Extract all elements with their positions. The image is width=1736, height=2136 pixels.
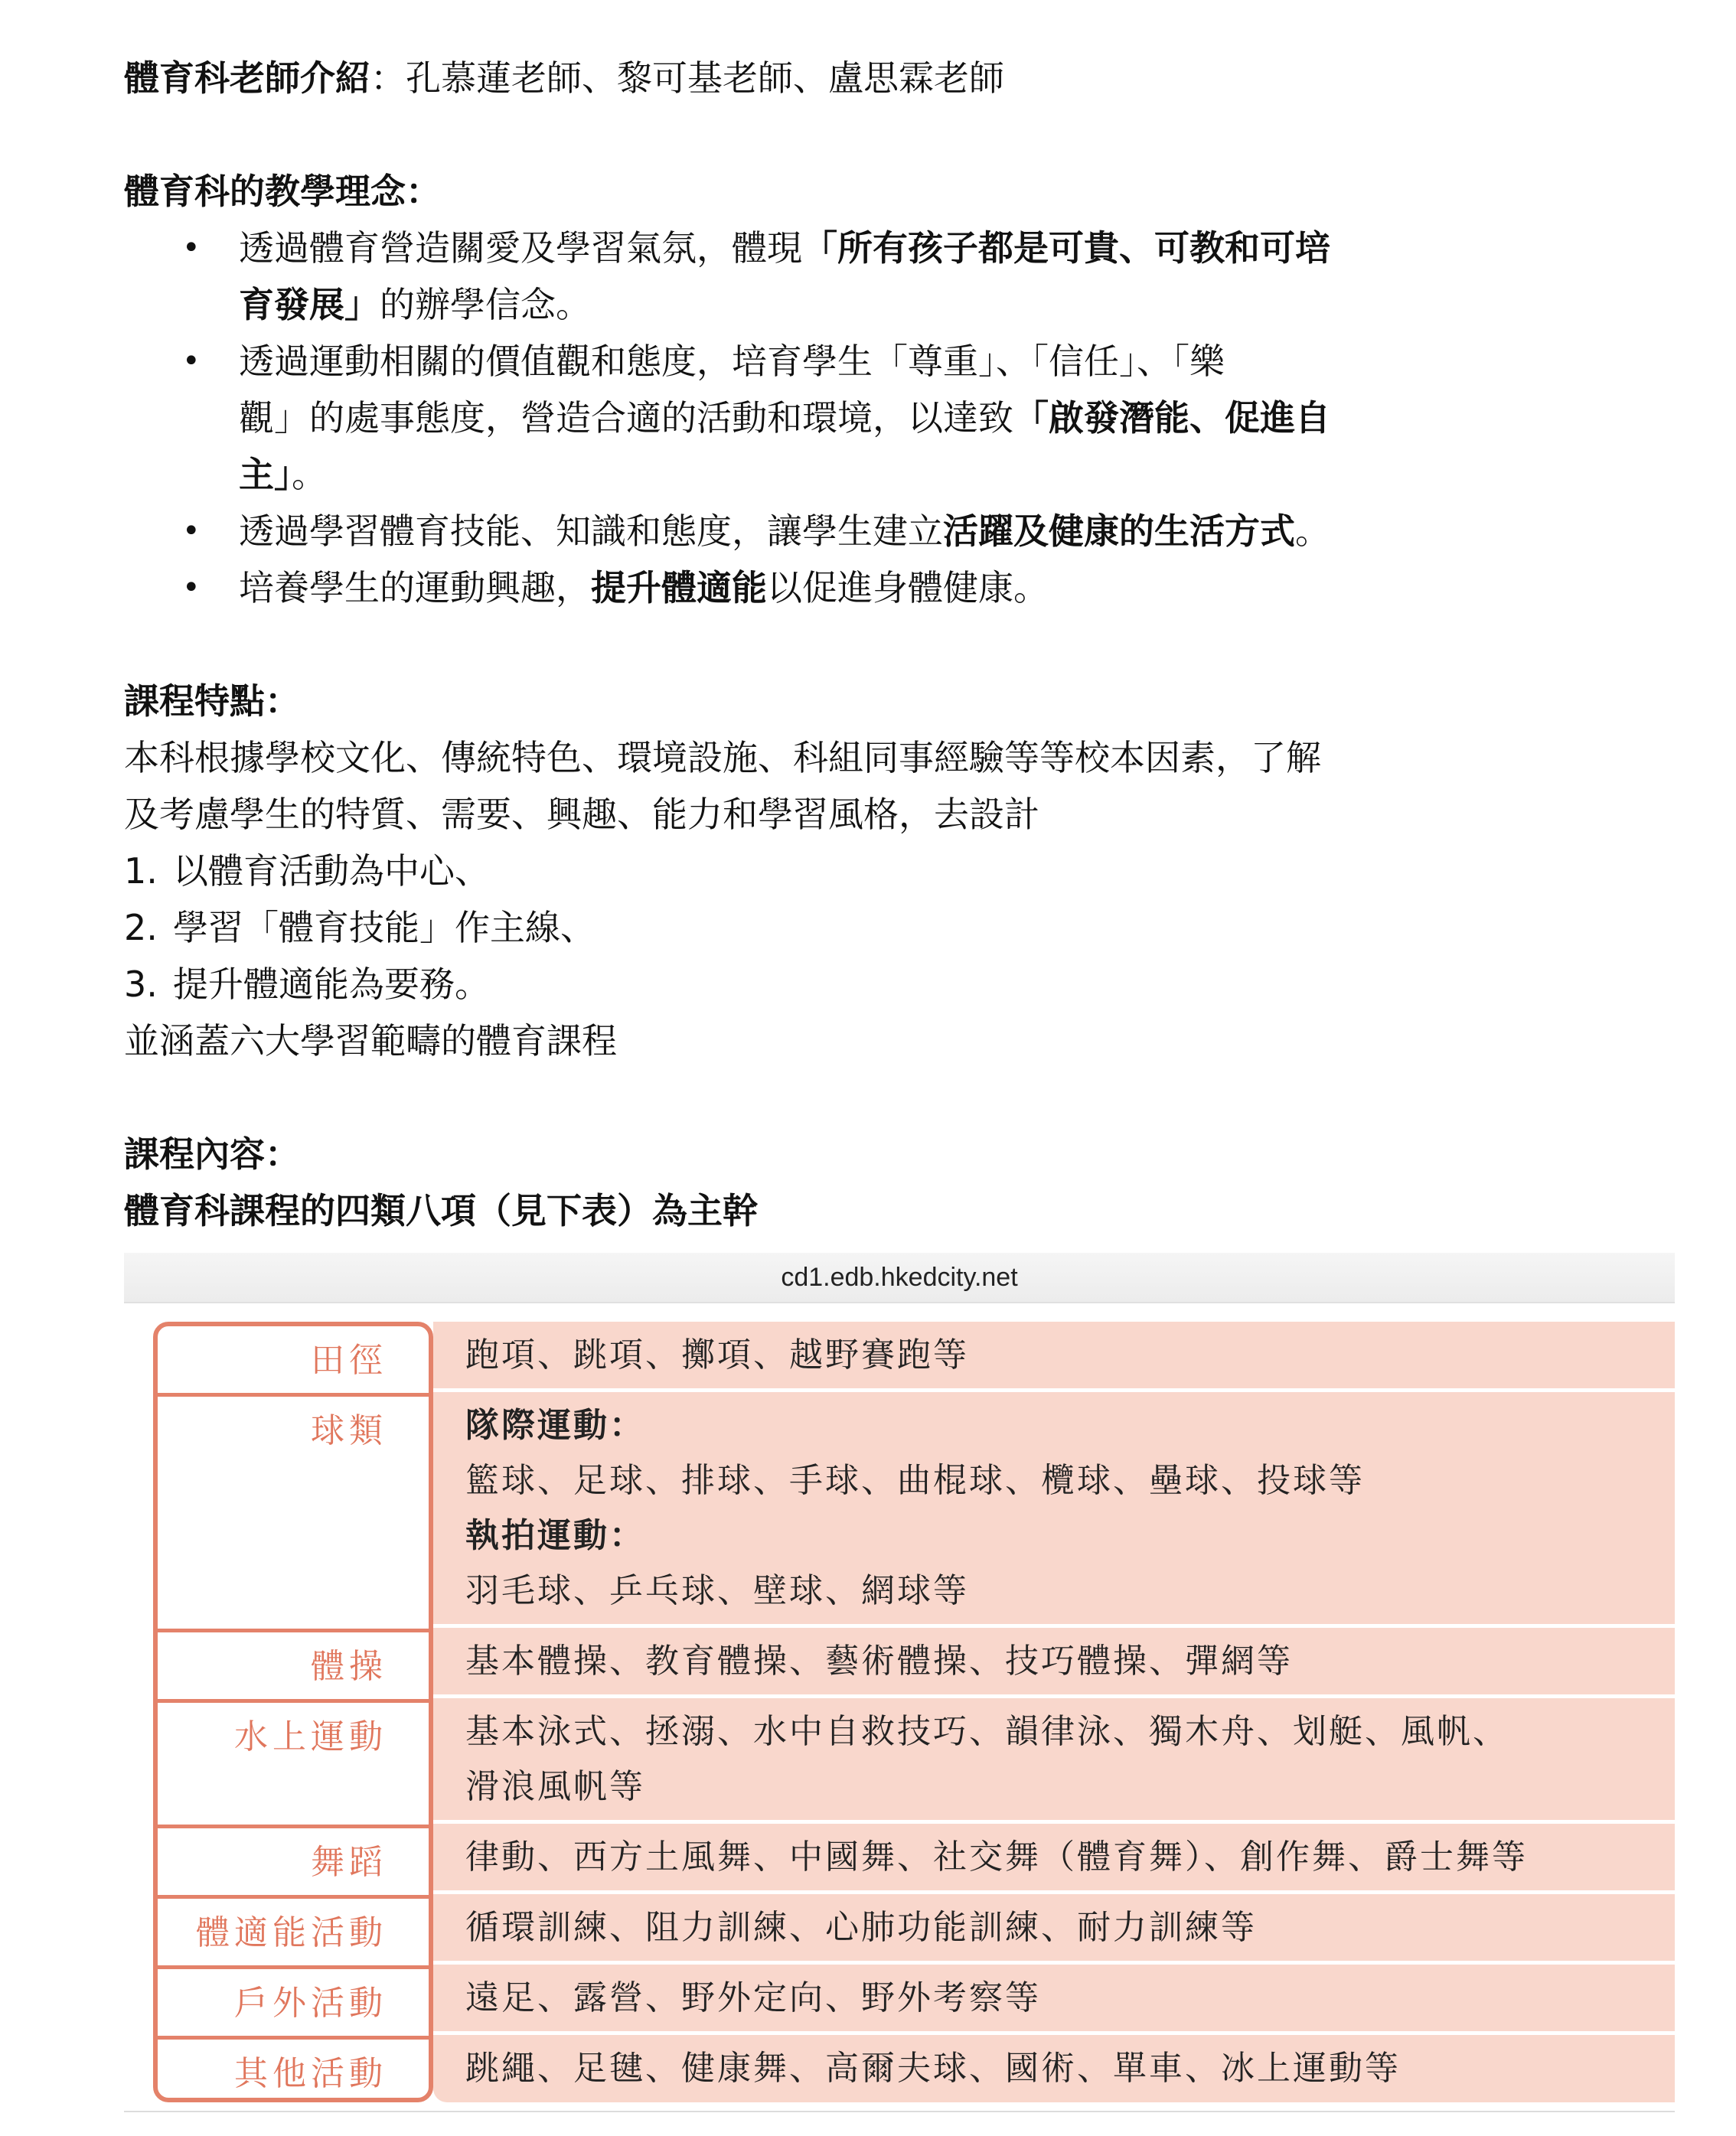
details-line: 律動、西方土風舞、中國舞、社交舞（體育舞）、創作舞、爵士舞等 xyxy=(465,1838,1528,1877)
list-number: 1. xyxy=(124,850,158,892)
philosophy-bullet xyxy=(124,333,1456,503)
category-row xyxy=(158,1828,429,1899)
details-text xyxy=(465,1634,1293,1689)
bullet-text: 透過體育營造關愛及學習氣氛，體現 xyxy=(239,227,802,269)
list-text: 以體育活動為中心、 xyxy=(173,850,490,892)
details-row xyxy=(433,1628,1675,1698)
philosophy-bullet xyxy=(124,220,1456,333)
content-subheading: 體育科課程的四類八項（見下表）為主幹 xyxy=(124,1190,758,1231)
details-line: 跳繩、足毽、健康舞、高爾夫球、國術、單車、冰上運動等 xyxy=(465,2049,1401,2088)
teachers-names: 孔慕蓮老師、黎可基老師、盧思霖老師 xyxy=(406,57,1004,99)
bullet-line xyxy=(239,446,1456,503)
features-list-item xyxy=(124,899,1456,956)
details-line: 滑浪風帆等 xyxy=(465,1767,645,1806)
category-label: 水上運動 xyxy=(234,1717,387,1756)
bullet-line xyxy=(239,559,1456,616)
category-label: 舞蹈 xyxy=(311,1843,387,1882)
category-row xyxy=(158,1899,429,1969)
bullet-text: 「啟發潛能、促進自 xyxy=(1013,397,1330,439)
details-text xyxy=(465,1830,1528,1885)
bullet-text: 以促進身體健康。 xyxy=(767,567,1049,608)
features-list-item xyxy=(124,956,1456,1013)
details-text xyxy=(465,1398,1365,1619)
bullet-line xyxy=(239,333,1456,390)
category-row xyxy=(158,1703,429,1828)
details-row xyxy=(433,1322,1675,1392)
category-row xyxy=(158,1326,429,1397)
category-label: 球類 xyxy=(311,1411,387,1450)
bullet-text: 提升體適能 xyxy=(591,567,767,608)
category-row xyxy=(158,1397,429,1632)
features-intro-line: 本科根據學校文化、傳統特色、環境設施、科組同事經驗等等校本因素，了解 xyxy=(124,737,1321,778)
bullet-text: 。 xyxy=(1295,510,1330,552)
teachers-line xyxy=(124,50,1456,106)
philosophy-bullet xyxy=(124,559,1456,616)
category-row xyxy=(158,1632,429,1703)
bullet-text: 育發展」 xyxy=(239,284,380,325)
divider xyxy=(124,2111,1675,2112)
list-number: 2. xyxy=(124,907,158,948)
features-list-item xyxy=(124,843,1456,899)
details-text xyxy=(465,1704,1509,1815)
details-text xyxy=(465,2041,1401,2096)
details-line: 籃球、足球、排球、手球、曲棍球、欖球、壘球、投球等 xyxy=(465,1461,1365,1500)
category-label: 田徑 xyxy=(311,1341,387,1380)
category-row xyxy=(158,2040,429,2110)
details-subheading: 隊際運動： xyxy=(465,1406,645,1445)
details-row xyxy=(433,2035,1675,2105)
category-label: 體操 xyxy=(311,1647,387,1686)
bullet-text: 活躍及健康的生活方式 xyxy=(943,510,1295,552)
bullet-line xyxy=(239,390,1456,446)
category-label: 其他活動 xyxy=(234,2054,387,2093)
details-text xyxy=(465,1900,1257,1955)
list-number: 3. xyxy=(124,964,158,1005)
teachers-label: 體育科老師介紹 xyxy=(124,57,370,99)
bullet-text: 透過學習體育技能、知識和態度，讓學生建立 xyxy=(239,510,943,552)
bullet-text: 主」 xyxy=(239,454,292,495)
details-line: 跑項、跳項、擲項、越野賽跑等 xyxy=(465,1335,969,1375)
teachers-sep: ： xyxy=(370,57,406,99)
list-text: 學習「體育技能」作主線、 xyxy=(173,907,596,948)
details-line: 遠足、露營、野外定向、野外考察等 xyxy=(465,1978,1041,2017)
details-row xyxy=(433,1698,1675,1824)
details-line: 循環訓練、阻力訓練、心肺功能訓練、耐力訓練等 xyxy=(465,1908,1257,1947)
list-text: 提升體適能為要務。 xyxy=(173,964,490,1005)
details-row xyxy=(433,1392,1675,1628)
philosophy-heading: 體育科的教學理念： xyxy=(124,171,441,212)
details-text xyxy=(465,1971,1041,2026)
details-line: 基本體操、教育體操、藝術體操、技巧體操、彈網等 xyxy=(465,1642,1293,1681)
features-heading: 課程特點： xyxy=(124,680,300,722)
content-heading: 課程內容： xyxy=(124,1133,300,1175)
details-text xyxy=(465,1328,969,1383)
features-intro-line: 及考慮學生的特質、需要、興趣、能力和學習風格，去設計 xyxy=(124,794,1039,835)
bullet-line xyxy=(239,276,1456,333)
bullet-line xyxy=(239,503,1456,559)
bullet-text: 透過運動相關的價值觀和態度，培育學生「尊重」、「信任」、「樂 xyxy=(239,341,1225,382)
details-line: 羽毛球、乒乓球、壁球、網球等 xyxy=(465,1571,969,1610)
category-column xyxy=(153,1322,433,2102)
bullet-text: 的辦學信念。 xyxy=(380,284,591,325)
bullet-line xyxy=(239,220,1456,276)
features-closing: 並涵蓋六大學習範疇的體育課程 xyxy=(124,1020,617,1061)
details-subheading: 執拍運動： xyxy=(465,1516,645,1555)
category-label: 戶外活動 xyxy=(234,1984,387,2023)
category-row xyxy=(158,1969,429,2040)
embedded-screenshot xyxy=(124,1253,1675,2110)
category-label: 體適能活動 xyxy=(196,1913,387,1952)
bullet-text: 觀」的處事態度，營造合適的活動和環境，以達致 xyxy=(239,397,1013,439)
details-column xyxy=(433,1322,1675,2102)
philosophy-list xyxy=(124,220,1456,616)
details-row xyxy=(433,1965,1675,2035)
bullet-text: 培養學生的運動興趣， xyxy=(239,567,591,608)
text-column xyxy=(124,50,1456,1239)
details-line: 基本泳式、拯溺、水中自救技巧、韻律泳、獨木舟、划艇、風帆、 xyxy=(465,1712,1509,1751)
bullet-text: 「所有孩子都是可貴、可教和可培 xyxy=(802,227,1330,269)
philosophy-bullet xyxy=(124,503,1456,559)
bullet-text: 。 xyxy=(292,454,327,495)
details-row xyxy=(433,1894,1675,1965)
details-row xyxy=(433,1824,1675,1894)
browser-url-bar: cd1.edb.hkedcity.net xyxy=(124,1253,1675,1303)
